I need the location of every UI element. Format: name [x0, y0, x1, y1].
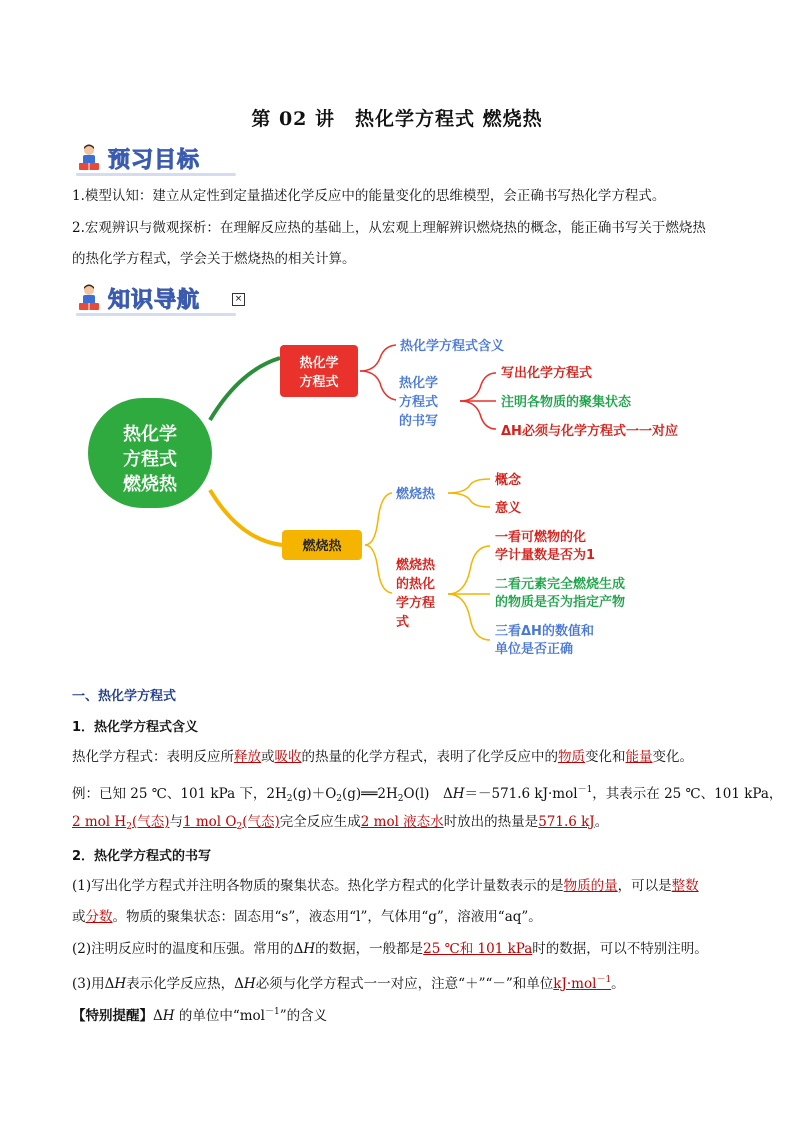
branch1-link-b [360, 371, 396, 400]
b2-item-2-line-1: 燃烧热 [396, 558, 436, 573]
branch2-link-b [365, 545, 392, 593]
b2-leaf-1-line-2: 学计量数是否为1 [495, 548, 596, 563]
b2-item1-leaf-1: 概念 [495, 473, 522, 488]
b1-leaf-2: 注明各物质的聚集状态 [501, 395, 632, 410]
special-reminder: 【特别提醒】ΔH 的单位中“mol$^{-1}$”的含义 [72, 1007, 328, 1024]
b2-leaf-2-line-1: 二看元素完全燃烧生成 [495, 577, 626, 592]
paragraph-rule-2: (2)注明反应时的温度和压强。常用的ΔH的数据，一般都是25 ℃和 101 kPa时的数据，可以不特别注明。 [72, 941, 708, 957]
b1-leaf-1: 写出化学方程式 [501, 366, 593, 381]
goal-line-1: 1.模型认知：建立从定性到定量描述化学反应中的能量变化的思维模型，会正确书写热化学方程式。 [72, 188, 666, 204]
broken-image-icon: × [232, 293, 245, 306]
root-line-3: 燃烧热 [123, 474, 177, 495]
b2-leaf-link-2 [448, 493, 490, 507]
branch2-label: 燃烧热 [302, 539, 342, 554]
b2-leaf-3-line-1: 三看ΔH的数值和 [495, 624, 594, 639]
knowledge-nav-label: 知识导航 [108, 287, 201, 313]
b2-leaf-3-line-2: 单位是否正确 [495, 642, 574, 657]
paragraph-rule-1: (1)写出化学方程式并注明各物质的聚集状态。热化学方程式的化学计量数表示的是物质的量，可以是整数 [72, 878, 699, 894]
paragraph-example: 例：已知 25 ℃、101 kPa 下，$2H_2(g)+O_2(g)══2H_2O(l)$ ΔH＝－571.6 kJ·mol$^{-1}$，其表示在 25 ℃、101 kPa， [72, 785, 783, 804]
b1-item-2-line-3: 的书写 [399, 414, 439, 429]
b2-leaf-1-line-1: 一看可燃物的化 [495, 530, 587, 545]
root-line-1: 热化学 [123, 424, 177, 445]
b2-item-2-line-4: 式 [396, 615, 410, 630]
goal-line-2: 2.宏观辨识与微观探析：在理解反应热的基础上，从宏观上理解辨识燃烧热的概念，能正确书写关于燃烧热 [72, 220, 706, 236]
section-heading-1: 一、热化学方程式 [72, 689, 177, 704]
branch1-link-a [360, 345, 396, 371]
subheading-1: 1．热化学方程式含义 [72, 720, 199, 735]
paragraph-example-meaning: 2 mol $H_2$(气态)与1 mol $O_2$(气态)完全反应生成2 mol 液态水时放出的热量是571.6 kJ。 [72, 814, 609, 832]
page-title: 第 02 讲 热化学方程式 燃烧热 [251, 108, 543, 130]
b2-item-1: 燃烧热 [396, 487, 436, 502]
root-branch2-link [210, 490, 282, 545]
b2-leaf-link-1 [448, 479, 490, 493]
b1-item-1: 热化学方程式含义 [400, 339, 505, 354]
b1-leaf-link-3 [460, 401, 496, 429]
paragraph-rule-1-cont: 或分数。物质的聚集状态：固态用“s”，液态用“l”，气体用“g”，溶液用“aq”。 [72, 909, 542, 925]
b1-leaf-3: ΔH必须与化学方程式一一对应 [501, 424, 678, 439]
b1-leaf-link-1 [460, 373, 496, 401]
b2-leaf-link-5 [448, 594, 490, 640]
preview-goals-label: 预习目标 [108, 147, 201, 173]
b2-leaf-2-line-2: 的物质是否为指定产物 [495, 595, 626, 610]
b1-item-2-line-1: 热化学 [399, 376, 439, 391]
branch1-line-2: 方程式 [299, 375, 339, 390]
b2-leaf-link-3 [448, 546, 490, 594]
subheading-2: 2．热化学方程式的书写 [72, 849, 212, 864]
b2-item-2-line-2: 的热化 [396, 577, 436, 592]
b1-item-2-line-2: 方程式 [399, 395, 439, 410]
root-line-2: 方程式 [123, 449, 177, 470]
branch2-link-a [365, 493, 392, 545]
paragraph-rule-3: (3)用ΔH表示化学反应热，ΔH必须与化学方程式一一对应，注意“＋”“－”和单位kJ·mol$^{-1}$。 [72, 975, 625, 992]
root-branch1-link [210, 358, 280, 420]
goal-line-3: 的热化学方程式，学会关于燃烧热的相关计算。 [72, 251, 356, 267]
b2-item1-leaf-2: 意义 [495, 501, 522, 516]
branch1-line-1: 热化学 [299, 356, 339, 371]
paragraph-definition: 热化学方程式：表明反应所释放或吸收的热量的化学方程式，表明了化学反应中的物质变化和能量变化。 [72, 749, 693, 765]
b2-item-2-line-3: 学方程 [396, 596, 436, 611]
